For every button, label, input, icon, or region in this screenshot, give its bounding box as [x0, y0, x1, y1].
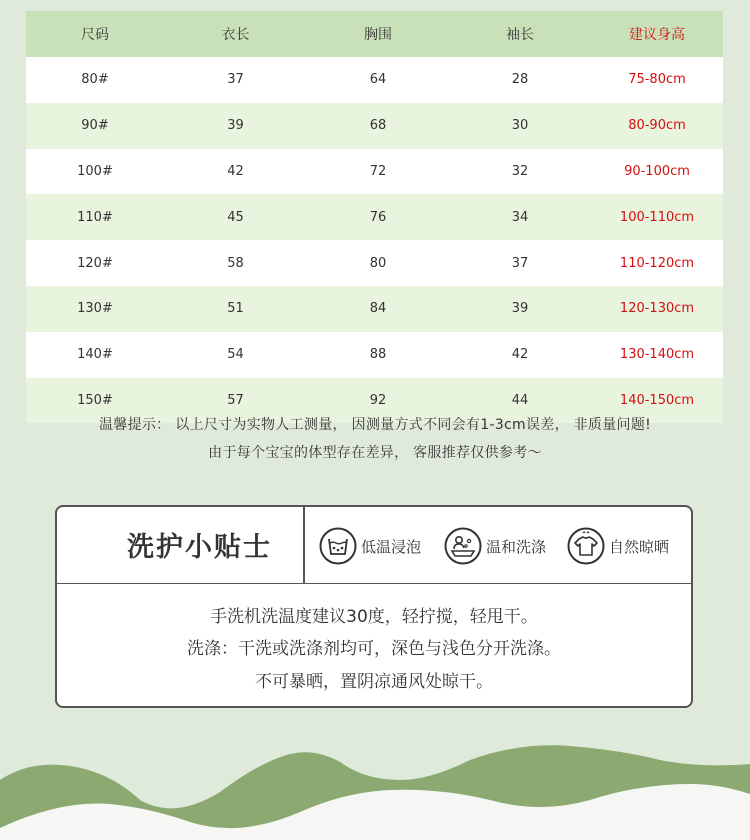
cell-size: 100# — [26, 149, 164, 195]
tip-line-2: 由于每个宝宝的体型存在差异， 客服推荐仅供参考～ — [208, 445, 542, 461]
cell-chest: 64 — [307, 57, 449, 103]
cell-size: 90# — [26, 103, 164, 149]
care-line-3: 不可暴晒，置阴凉通风处晾干。 — [255, 672, 493, 692]
size-row — [26, 286, 723, 332]
size-row — [26, 332, 723, 378]
size-row — [26, 194, 723, 240]
cell-recommended-height: 90-100cm — [591, 149, 723, 195]
cell-chest: 72 — [307, 149, 449, 195]
care-label-low-temp-soak: 低温浸泡 — [361, 537, 422, 556]
cell-size: 130# — [26, 286, 164, 332]
cell-chest: 80 — [307, 240, 449, 286]
header-chest: 胸围 — [307, 11, 449, 57]
cell-chest: 88 — [307, 332, 449, 378]
cell-length: 42 — [164, 149, 307, 195]
size-row — [26, 240, 723, 286]
size-row — [26, 103, 723, 149]
cell-size: 140# — [26, 332, 164, 378]
cell-sleeve: 44 — [449, 378, 591, 424]
gentle-wash-icon — [444, 527, 482, 565]
cell-recommended-height: 75-80cm — [591, 57, 723, 103]
cell-recommended-height: 110-120cm — [591, 240, 723, 286]
size-chart-header-row — [26, 11, 723, 57]
care-header — [57, 507, 691, 584]
care-label-gentle-wash: 温和洗涤 — [486, 537, 547, 556]
care-line-1: 手洗机洗温度建议30度，轻拧搅，轻甩干。 — [210, 607, 538, 627]
cell-length: 51 — [164, 286, 307, 332]
care-line-2: 洗涤：干洗或洗涤剂均可，深色与浅色分开洗涤。 — [187, 639, 561, 659]
cell-sleeve: 28 — [449, 57, 591, 103]
cell-recommended-height: 120-130cm — [591, 286, 723, 332]
size-chart-table — [26, 11, 723, 423]
care-item-low-temp-soak — [319, 527, 421, 565]
header-recommended-height: 建议身高 — [591, 11, 723, 57]
cell-size: 120# — [26, 240, 164, 286]
cell-sleeve: 30 — [449, 103, 591, 149]
care-title: 洗护小贴士 — [127, 532, 272, 563]
cell-length: 58 — [164, 240, 307, 286]
cell-length: 57 — [164, 378, 307, 424]
cell-chest: 84 — [307, 286, 449, 332]
size-row — [26, 149, 723, 195]
cell-length: 39 — [164, 103, 307, 149]
cell-sleeve: 37 — [449, 240, 591, 286]
tip-line-1: 温馨提示： 以上尺寸为实物人工测量， 因测量方式不同会有1-3cm误差， 非质量问题! — [98, 417, 652, 433]
cell-sleeve: 39 — [449, 286, 591, 332]
care-divider — [303, 507, 305, 584]
cell-sleeve: 32 — [449, 149, 591, 195]
cell-size: 110# — [26, 194, 164, 240]
cell-size: 80# — [26, 57, 164, 103]
air-dry-icon — [567, 527, 605, 565]
header-size: 尺码 — [26, 11, 164, 57]
cell-length: 45 — [164, 194, 307, 240]
care-tips-card — [55, 505, 693, 708]
cell-sleeve: 42 — [449, 332, 591, 378]
low-temp-soak-icon — [319, 527, 357, 565]
cell-recommended-height: 100-110cm — [591, 194, 723, 240]
bottom-hills-decoration — [0, 740, 750, 840]
cell-size: 150# — [26, 378, 164, 424]
cell-sleeve: 34 — [449, 194, 591, 240]
size-row — [26, 57, 723, 103]
header-sleeve: 袖长 — [449, 11, 591, 57]
care-label-air-dry: 自然晾晒 — [609, 537, 670, 556]
cell-recommended-height: 130-140cm — [591, 332, 723, 378]
cell-chest: 76 — [307, 194, 449, 240]
care-item-air-dry — [567, 527, 669, 565]
care-item-gentle-wash — [444, 527, 546, 565]
cell-length: 37 — [164, 57, 307, 103]
cell-recommended-height: 140-150cm — [591, 378, 723, 424]
header-length: 衣长 — [164, 11, 307, 57]
cell-chest: 92 — [307, 378, 449, 424]
cell-recommended-height: 80-90cm — [591, 103, 723, 149]
cell-length: 54 — [164, 332, 307, 378]
cell-chest: 68 — [307, 103, 449, 149]
